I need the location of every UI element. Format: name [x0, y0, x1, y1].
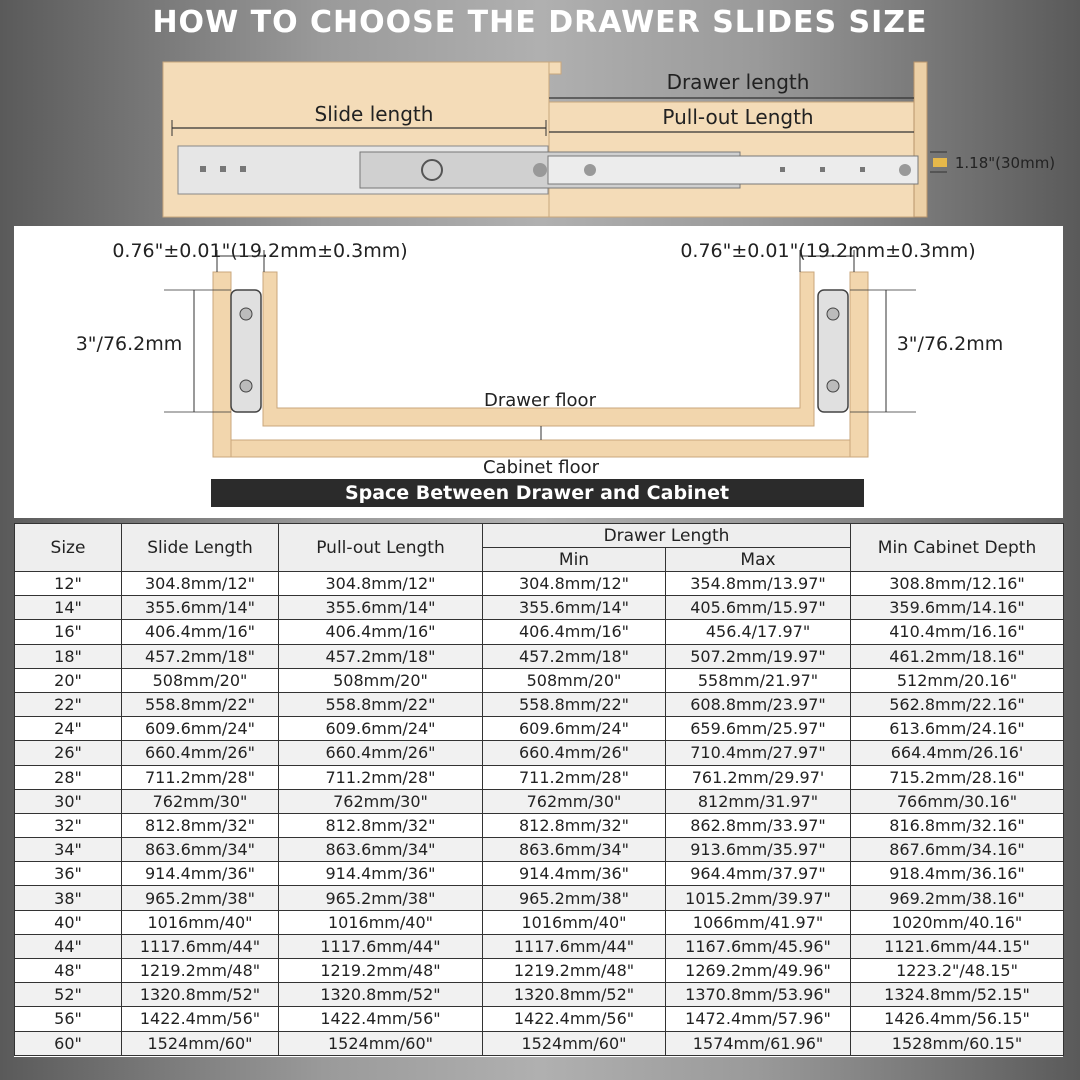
- table-row: [15, 862, 1064, 886]
- slide-length-cell: 304.8mm/12": [122, 572, 279, 596]
- drawer-max-cell: 1167.6mm/45.96": [666, 934, 851, 958]
- pullout-length-cell: 1320.8mm/52": [279, 983, 483, 1007]
- pullout-length-cell: 914.4mm/36": [279, 862, 483, 886]
- size-table: [14, 523, 1064, 1056]
- size-cell: 44": [15, 934, 122, 958]
- size-cell: 36": [15, 862, 122, 886]
- slide-length-cell: 1320.8mm/52": [122, 983, 279, 1007]
- drawer-max-cell: 1269.2mm/49.96": [666, 959, 851, 983]
- pullout-length-cell: 965.2mm/38": [279, 886, 483, 910]
- size-cell: 32": [15, 813, 122, 837]
- drawer-min-cell: 1117.6mm/44": [483, 934, 666, 958]
- drawer-max-cell: 913.6mm/35.97": [666, 838, 851, 862]
- header-cabinet-depth: Min Cabinet Depth: [851, 524, 1064, 572]
- table-row: [15, 620, 1064, 644]
- size-cell: 48": [15, 959, 122, 983]
- mounting-hole: [780, 167, 785, 172]
- pullout-length-cell: 812.8mm/32": [279, 813, 483, 837]
- pullout-length-cell: 711.2mm/28": [279, 765, 483, 789]
- slide-length-cell: 660.4mm/26": [122, 741, 279, 765]
- size-cell: 18": [15, 644, 122, 668]
- cabinet-depth-cell: 1528mm/60.15": [851, 1031, 1064, 1055]
- cross-section-diagram: [14, 226, 1063, 518]
- drawer-min-cell: 965.2mm/38": [483, 886, 666, 910]
- pullout-length-cell: 1117.6mm/44": [279, 934, 483, 958]
- offset-marker: [933, 158, 947, 167]
- header-pullout-length: Pull-out Length: [279, 524, 483, 572]
- size-cell: 40": [15, 910, 122, 934]
- slide-length-cell: 1524mm/60": [122, 1031, 279, 1055]
- size-cell: 34": [15, 838, 122, 862]
- drawer-max-cell: 1015.2mm/39.97": [666, 886, 851, 910]
- table-row: [15, 934, 1064, 958]
- rail-roller: [533, 163, 547, 177]
- pullout-length-cell: 1524mm/60": [279, 1031, 483, 1055]
- slide-length-label: Slide length: [314, 102, 434, 126]
- table-row: [15, 813, 1064, 837]
- pullout-length-cell: 863.6mm/34": [279, 838, 483, 862]
- table-row: [15, 692, 1064, 716]
- drawer-max-cell: 1370.8mm/53.96": [666, 983, 851, 1007]
- pullout-length-cell: 406.4mm/16": [279, 620, 483, 644]
- drawer-length-label: Drawer length: [666, 70, 810, 94]
- cabinet-depth-cell: 1121.6mm/44.15": [851, 934, 1064, 958]
- table-row: [15, 886, 1064, 910]
- size-cell: 56": [15, 1007, 122, 1031]
- cabinet-depth-cell: 867.6mm/34.16": [851, 838, 1064, 862]
- drawer-min-cell: 558.8mm/22": [483, 692, 666, 716]
- table-row: [15, 644, 1064, 668]
- cabinet-front-lip: [549, 62, 561, 74]
- right-gap-label: 0.76"±0.01"(19.2mm±0.3mm): [680, 240, 976, 262]
- drawer-max-cell: 608.8mm/23.97": [666, 692, 851, 716]
- slide-length-cell: 355.6mm/14": [122, 596, 279, 620]
- drawer-min-cell: 508mm/20": [483, 668, 666, 692]
- slide-length-cell: 1016mm/40": [122, 910, 279, 934]
- pullout-length-label: Pull-out Length: [662, 105, 814, 129]
- table-row: [15, 741, 1064, 765]
- slide-length-cell: 406.4mm/16": [122, 620, 279, 644]
- drawer-min-cell: 863.6mm/34": [483, 838, 666, 862]
- pullout-length-cell: 1016mm/40": [279, 910, 483, 934]
- drawer-max-cell: 354.8mm/13.97": [666, 572, 851, 596]
- cabinet-depth-cell: 512mm/20.16": [851, 668, 1064, 692]
- slide-length-cell: 1117.6mm/44": [122, 934, 279, 958]
- slide-length-cell: 1219.2mm/48": [122, 959, 279, 983]
- size-cell: 12": [15, 572, 122, 596]
- cabinet-depth-cell: 918.4mm/36.16": [851, 862, 1064, 886]
- table-row: [15, 596, 1064, 620]
- drawer-max-cell: 456.4/17.97": [666, 620, 851, 644]
- size-cell: 26": [15, 741, 122, 765]
- cabinet-floor: [231, 440, 850, 457]
- right-height-label: 3"/76.2mm: [896, 333, 1004, 355]
- mounting-hole: [200, 166, 206, 172]
- drawer-min-cell: 762mm/30": [483, 789, 666, 813]
- size-cell: 22": [15, 692, 122, 716]
- pullout-length-cell: 609.6mm/24": [279, 717, 483, 741]
- mounting-hole: [240, 166, 246, 172]
- size-cell: 14": [15, 596, 122, 620]
- left-gap-label: 0.76"±0.01"(19.2mm±0.3mm): [112, 240, 408, 262]
- rail-roller: [584, 164, 596, 176]
- cabinet-depth-cell: 1020mm/40.16": [851, 910, 1064, 934]
- drawer-max-cell: 812mm/31.97": [666, 789, 851, 813]
- banner-text: Space Between Drawer and Cabinet: [344, 482, 730, 504]
- table-row: [15, 1031, 1064, 1055]
- header-max: Max: [666, 548, 851, 572]
- table-row: [15, 789, 1064, 813]
- cabinet-depth-cell: 1324.8mm/52.15": [851, 983, 1064, 1007]
- drawer-max-cell: 1066mm/41.97": [666, 910, 851, 934]
- pullout-length-cell: 1219.2mm/48": [279, 959, 483, 983]
- left-height-label: 3"/76.2mm: [75, 333, 183, 355]
- slide-length-cell: 762mm/30": [122, 789, 279, 813]
- offset-label: 1.18"(30mm): [954, 154, 1056, 172]
- slide-length-cell: 1422.4mm/56": [122, 1007, 279, 1031]
- drawer-min-cell: 914.4mm/36": [483, 862, 666, 886]
- drawer-min-cell: 812.8mm/32": [483, 813, 666, 837]
- header-slide-length: Slide Length: [122, 524, 279, 572]
- drawer-max-cell: 710.4mm/27.97": [666, 741, 851, 765]
- size-cell: 60": [15, 1031, 122, 1055]
- pullout-length-cell: 762mm/30": [279, 789, 483, 813]
- pullout-length-cell: 660.4mm/26": [279, 741, 483, 765]
- drawer-min-cell: 609.6mm/24": [483, 717, 666, 741]
- drawer-min-cell: 355.6mm/14": [483, 596, 666, 620]
- table-row: [15, 765, 1064, 789]
- cabinet-depth-cell: 410.4mm/16.16": [851, 620, 1064, 644]
- drawer-min-cell: 406.4mm/16": [483, 620, 666, 644]
- drawer-min-cell: 660.4mm/26": [483, 741, 666, 765]
- drawer-min-cell: 457.2mm/18": [483, 644, 666, 668]
- slide-length-cell: 812.8mm/32": [122, 813, 279, 837]
- table-body: [15, 572, 1064, 1056]
- size-cell: 20": [15, 668, 122, 692]
- cabinet-side-right: [850, 272, 868, 457]
- slide-length-cell: 508mm/20": [122, 668, 279, 692]
- cabinet-depth-cell: 359.6mm/14.16": [851, 596, 1064, 620]
- cabinet-depth-cell: 461.2mm/18.16": [851, 644, 1064, 668]
- page-title: HOW TO CHOOSE THE DRAWER SLIDES SIZE: [152, 5, 928, 40]
- drawer-max-cell: 659.6mm/25.97": [666, 717, 851, 741]
- cabinet-depth-cell: 1426.4mm/56.15": [851, 1007, 1064, 1031]
- pullout-length-cell: 558.8mm/22": [279, 692, 483, 716]
- drawer-max-cell: 405.6mm/15.97": [666, 596, 851, 620]
- drawer-max-cell: 964.4mm/37.97": [666, 862, 851, 886]
- drawer-min-cell: 1016mm/40": [483, 910, 666, 934]
- size-cell: 52": [15, 983, 122, 1007]
- cabinet-side-left: [213, 272, 231, 457]
- size-table-container: [14, 523, 1063, 1057]
- size-cell: 38": [15, 886, 122, 910]
- header-size: Size: [15, 524, 122, 572]
- slide-length-cell: 609.6mm/24": [122, 717, 279, 741]
- drawer-max-cell: 558mm/21.97": [666, 668, 851, 692]
- size-cell: 30": [15, 789, 122, 813]
- pullout-length-cell: 457.2mm/18": [279, 644, 483, 668]
- drawer-min-cell: 1524mm/60": [483, 1031, 666, 1055]
- rail-roller: [899, 164, 911, 176]
- cabinet-depth-cell: 969.2mm/38.16": [851, 886, 1064, 910]
- drawer-min-cell: 1219.2mm/48": [483, 959, 666, 983]
- table-row: [15, 717, 1064, 741]
- drawer-min-cell: 1422.4mm/56": [483, 1007, 666, 1031]
- mounting-hole: [860, 167, 865, 172]
- cabinet-depth-cell: 613.6mm/24.16": [851, 717, 1064, 741]
- cabinet-depth-cell: 1223.2"/48.15": [851, 959, 1064, 983]
- drawer-min-cell: 304.8mm/12": [483, 572, 666, 596]
- drawer-max-cell: 1472.4mm/57.96": [666, 1007, 851, 1031]
- table-row: [15, 910, 1064, 934]
- cabinet-depth-cell: 562.8mm/22.16": [851, 692, 1064, 716]
- drawer-max-cell: 761.2mm/29.97': [666, 765, 851, 789]
- drawer-front-panel: [914, 62, 927, 217]
- header-drawer-length: Drawer Length: [483, 524, 851, 548]
- slide-length-cell: 558.8mm/22": [122, 692, 279, 716]
- cabinet-depth-cell: 715.2mm/28.16": [851, 765, 1064, 789]
- pullout-length-cell: 304.8mm/12": [279, 572, 483, 596]
- cabinet-depth-cell: 308.8mm/12.16": [851, 572, 1064, 596]
- mounting-hole: [220, 166, 226, 172]
- drawer-max-cell: 862.8mm/33.97": [666, 813, 851, 837]
- table-row: [15, 572, 1064, 596]
- drawer-min-cell: 711.2mm/28": [483, 765, 666, 789]
- slide-length-cell: 965.2mm/38": [122, 886, 279, 910]
- pullout-length-cell: 1422.4mm/56": [279, 1007, 483, 1031]
- table-row: [15, 838, 1064, 862]
- table-row: [15, 959, 1064, 983]
- drawer-min-cell: 1320.8mm/52": [483, 983, 666, 1007]
- table-row: [15, 668, 1064, 692]
- cabinet-depth-cell: 766mm/30.16": [851, 789, 1064, 813]
- drawer-max-cell: 507.2mm/19.97": [666, 644, 851, 668]
- slide-length-cell: 863.6mm/34": [122, 838, 279, 862]
- pullout-length-cell: 355.6mm/14": [279, 596, 483, 620]
- drawer-floor-label: Drawer floor: [484, 390, 596, 411]
- slide-length-cell: 457.2mm/18": [122, 644, 279, 668]
- drawer-max-cell: 1574mm/61.96": [666, 1031, 851, 1055]
- size-cell: 16": [15, 620, 122, 644]
- header-min: Min: [483, 548, 666, 572]
- cabinet-depth-cell: 664.4mm/26.16': [851, 741, 1064, 765]
- slide-length-cell: 711.2mm/28": [122, 765, 279, 789]
- slide-extension-diagram: [0, 46, 1080, 224]
- pullout-length-cell: 508mm/20": [279, 668, 483, 692]
- size-cell: 28": [15, 765, 122, 789]
- size-cell: 24": [15, 717, 122, 741]
- table-row: [15, 983, 1064, 1007]
- cabinet-floor-label: Cabinet floor: [482, 457, 600, 478]
- cabinet-depth-cell: 816.8mm/32.16": [851, 813, 1064, 837]
- table-row: [15, 1007, 1064, 1031]
- mounting-hole: [820, 167, 825, 172]
- slide-length-cell: 914.4mm/36": [122, 862, 279, 886]
